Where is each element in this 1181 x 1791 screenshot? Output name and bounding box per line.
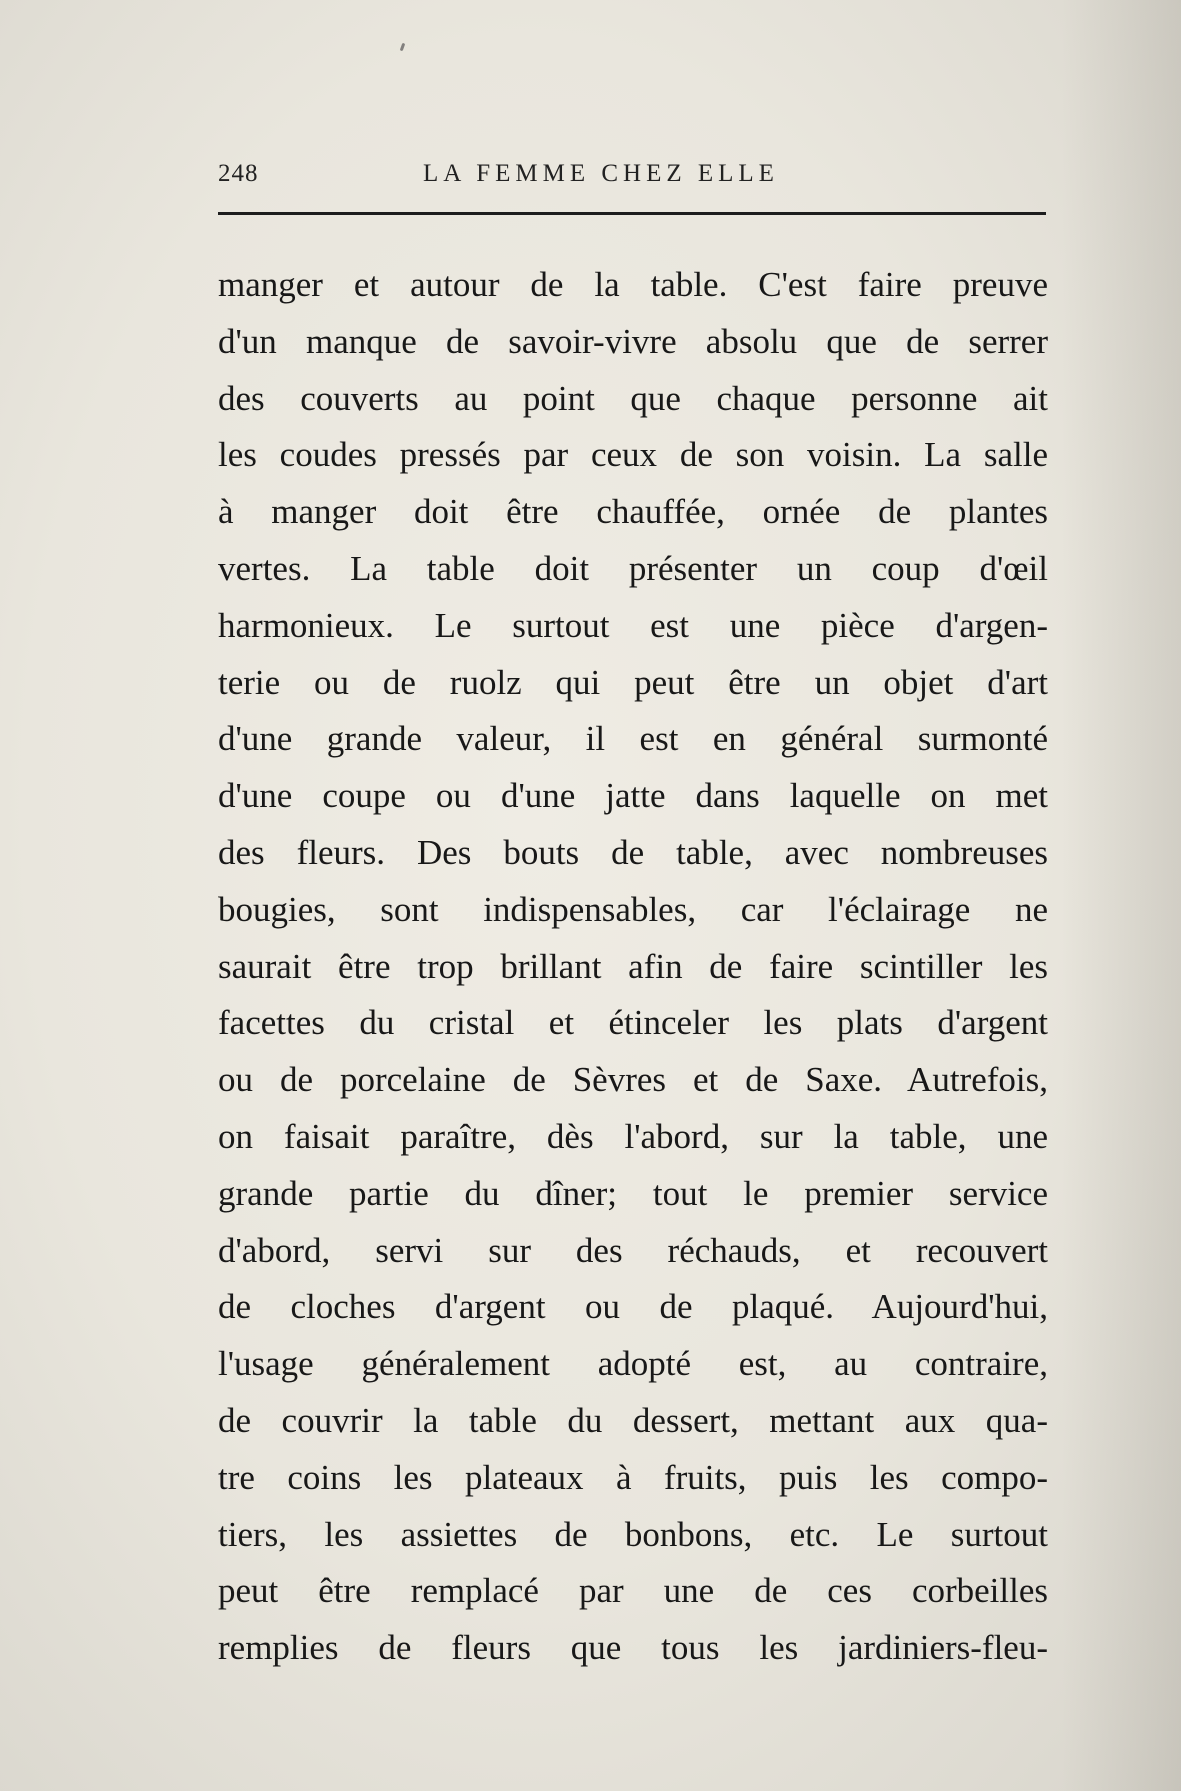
text-line: saurait être trop brillant afin de faire scintiller les <box>218 946 1048 986</box>
text-line: de cloches d'argent ou de plaqué. Aujourd'hui, <box>218 1287 1048 1327</box>
text-line: on faisait paraître, dès l'abord, sur la table, une <box>218 1116 1048 1156</box>
page-header <box>218 160 1048 194</box>
text-line: tiers, les assiettes de bonbons, etc. Le surtout <box>218 1514 1048 1554</box>
text-line: grande partie du dîner; tout le premier service <box>218 1173 1048 1213</box>
text-line: vertes. La table doit présenter un coup d'œil <box>218 548 1048 588</box>
text-line: facettes du cristal et étinceler les plats d'argent <box>218 1003 1048 1043</box>
text-line: à manger doit être chauffée, ornée de plantes <box>218 492 1048 532</box>
header-rule <box>218 212 1046 215</box>
text-line: peut être remplacé par une de ces corbeilles <box>218 1571 1048 1611</box>
body-text <box>218 257 1048 1677</box>
text-line: remplies de fleurs que tous les jardiniers-fleu- <box>218 1628 1048 1668</box>
text-line: l'usage généralement adopté est, au contraire, <box>218 1344 1048 1384</box>
text-line: de couvrir la table du dessert, mettant aux qua- <box>218 1400 1048 1440</box>
text-line: d'un manque de savoir-vivre absolu que de serrer <box>218 321 1048 361</box>
text-line: ou de porcelaine de Sèvres et de Saxe. Autrefois, <box>218 1060 1048 1100</box>
text-line: d'une grande valeur, il est en général surmonté <box>218 719 1048 759</box>
ink-speck <box>400 43 406 52</box>
text-line: des couverts au point que chaque personne ait <box>218 378 1048 418</box>
text-line: bougies, sont indispensables, car l'éclairage ne <box>218 889 1048 929</box>
text-line: harmonieux. Le surtout est une pièce d'argen- <box>218 605 1048 645</box>
text-line: d'une coupe ou d'une jatte dans laquelle on met <box>218 776 1048 816</box>
text-line: tre coins les plateaux à fruits, puis les compo- <box>218 1457 1048 1497</box>
running-title: LA FEMME CHEZ ELLE <box>423 160 779 187</box>
text-line: d'abord, servi sur des réchauds, et recouvert <box>218 1230 1048 1270</box>
text-line: des fleurs. Des bouts de table, avec nombreuses <box>218 832 1048 872</box>
text-line: terie ou de ruolz qui peut être un objet d'art <box>218 662 1048 702</box>
text-line: manger et autour de la table. C'est faire preuve <box>218 265 1048 304</box>
page-number: 248 <box>218 160 259 187</box>
text-line: les coudes pressés par ceux de son voisin. La salle <box>218 435 1048 475</box>
